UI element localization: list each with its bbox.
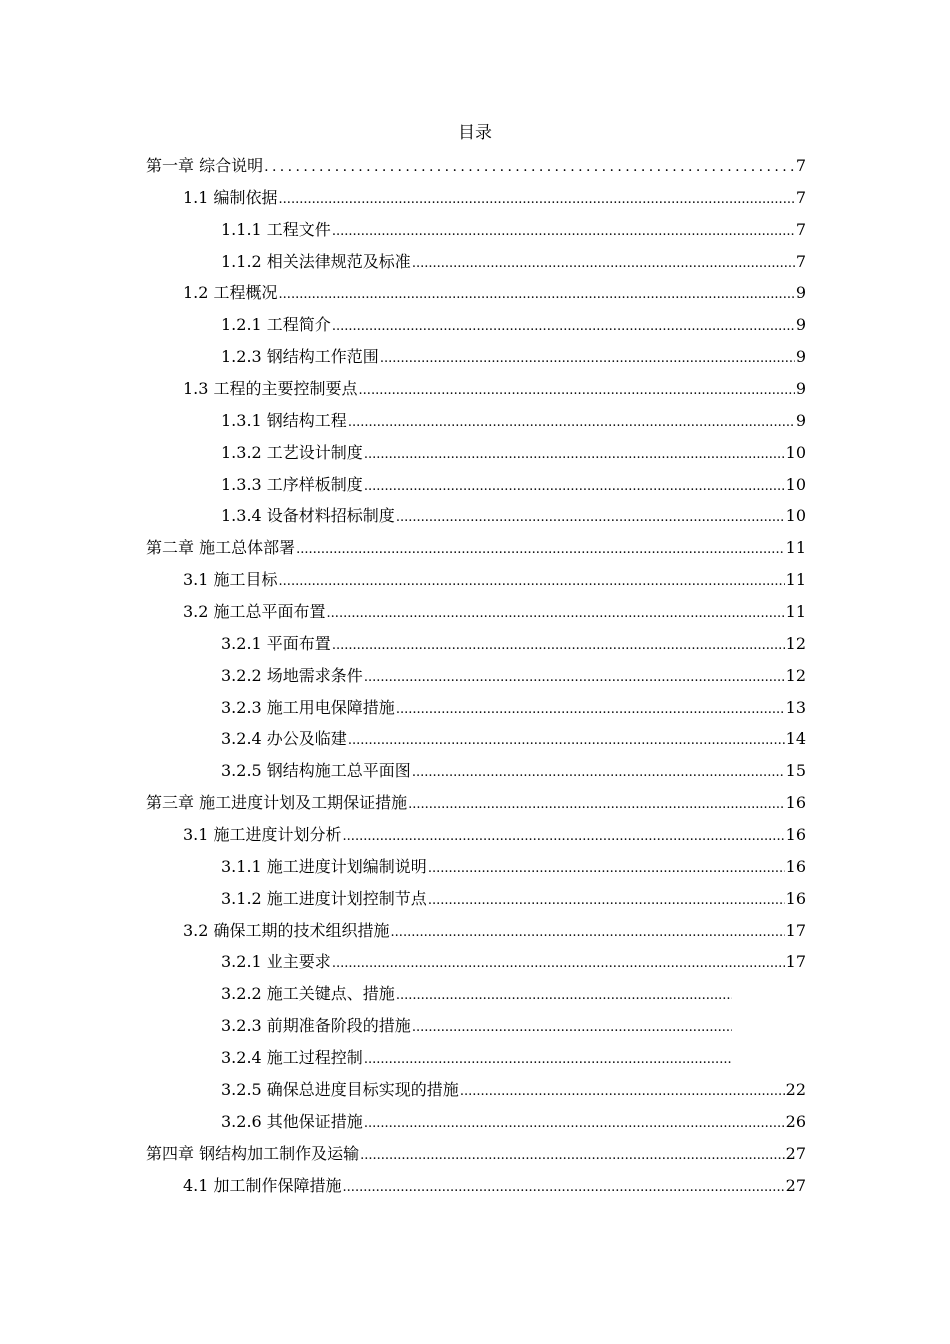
- toc-entry-title: 3.2.2 施工关键点、措施: [221, 984, 395, 1004]
- toc-entry-title: 3.2.5 钢结构施工总平面图: [221, 761, 411, 781]
- toc-dot-leader: [408, 789, 785, 819]
- toc-entry[interactable]: [146, 309, 806, 341]
- toc-entry-title: 1.2.1 工程简介: [221, 315, 331, 335]
- toc-dot-leader: [343, 1172, 785, 1202]
- toc-entry-title: 1.3.1 钢结构工程: [221, 410, 347, 430]
- toc-entry-title: 3.2.5 确保总进度目标实现的措施: [221, 1079, 459, 1099]
- toc-dot-leader: [360, 1140, 785, 1170]
- toc-dot-leader: [396, 980, 732, 1010]
- toc-entry-title: 3.2.1 平面布置: [221, 633, 331, 653]
- toc-dot-leader: [348, 407, 795, 437]
- toc-page-number: 16: [785, 856, 806, 876]
- toc-entry[interactable]: [146, 978, 806, 1010]
- toc-entry[interactable]: [146, 1074, 806, 1106]
- toc-dot-leader: [364, 471, 785, 501]
- toc-entry-title: 第一章 综合说明: [146, 156, 264, 175]
- toc-dot-leader: [396, 694, 785, 724]
- toc-entry[interactable]: [146, 755, 806, 787]
- toc-entry[interactable]: [146, 150, 806, 182]
- toc-entry[interactable]: [146, 532, 806, 564]
- toc-entry[interactable]: [146, 1106, 806, 1138]
- toc-entry[interactable]: [146, 564, 806, 596]
- toc-entry-title: 1.3.4 设备材料招标制度: [221, 506, 395, 526]
- toc-page-number: 11: [785, 570, 806, 590]
- toc-page-number: 13: [785, 697, 806, 717]
- toc-dot-leader: [391, 917, 785, 947]
- toc-dot-leader: [364, 439, 785, 469]
- toc-entry-title: 3.2.2 场地需求条件: [221, 665, 363, 685]
- toc-entry-title: 第二章 施工总体部署: [146, 538, 296, 558]
- toc-page-number: 12: [785, 665, 806, 685]
- toc-entry-title: 1.3 工程的主要控制要点: [183, 379, 358, 399]
- toc-dot-leader: [327, 598, 785, 628]
- toc-entry-title: 1.2.3 钢结构工作范围: [221, 347, 379, 367]
- toc-dot-leader: [296, 534, 785, 564]
- toc-page-number: 11: [785, 538, 806, 558]
- toc-dot-leader: [343, 821, 785, 851]
- toc-page-number: 26: [785, 1111, 806, 1131]
- toc-entry[interactable]: [146, 1170, 806, 1202]
- toc-entry[interactable]: [146, 946, 806, 978]
- toc-dot-leader: [332, 311, 795, 341]
- toc-entry[interactable]: [146, 246, 806, 278]
- toc-page-number: 17: [785, 952, 806, 972]
- toc-dot-leader: [332, 948, 785, 978]
- toc-entry[interactable]: [146, 883, 806, 915]
- toc-dot-leader: [332, 630, 785, 660]
- toc-entry[interactable]: [146, 469, 806, 501]
- toc-entry[interactable]: [146, 214, 806, 246]
- toc-entry-title: 3.2.3 前期准备阶段的措施: [221, 1016, 411, 1036]
- toc-title: 目录: [458, 123, 492, 143]
- toc-dot-leader: [348, 725, 785, 755]
- toc-entry-title: 3.2.6 其他保证措施: [221, 1111, 363, 1131]
- toc-page-number: 16: [785, 793, 806, 813]
- toc-entry[interactable]: [146, 819, 806, 851]
- toc-entry[interactable]: [146, 692, 806, 724]
- toc-entry[interactable]: [146, 437, 806, 469]
- toc-entry[interactable]: [146, 1138, 806, 1170]
- toc-entry[interactable]: [146, 1042, 806, 1074]
- toc-entry-title: 3.1 施工进度计划分析: [183, 825, 342, 845]
- toc-entry-title: 第三章 施工进度计划及工期保证措施: [146, 793, 408, 813]
- toc-entry[interactable]: [146, 787, 806, 819]
- toc-entry[interactable]: [146, 915, 806, 947]
- toc-dot-leader: [359, 375, 795, 405]
- toc-entry[interactable]: [146, 851, 806, 883]
- toc-page-number: 7: [795, 251, 806, 271]
- toc-entry[interactable]: [146, 373, 806, 405]
- toc-dot-leader: [332, 216, 795, 246]
- table-of-contents: [146, 150, 806, 1201]
- toc-page-number: 14: [785, 729, 806, 749]
- toc-page-number: 9: [795, 315, 806, 335]
- toc-page-number: 10: [785, 442, 806, 462]
- toc-entry[interactable]: [146, 628, 806, 660]
- toc-entry[interactable]: [146, 277, 806, 309]
- toc-page-number: 16: [785, 888, 806, 908]
- toc-page-number: 7: [795, 219, 806, 239]
- toc-page-number: 7: [795, 156, 806, 175]
- toc-dot-leader: [428, 885, 785, 915]
- toc-entry-title: 1.1.2 相关法律规范及标准: [221, 251, 411, 271]
- toc-page-number: 10: [785, 506, 806, 526]
- toc-entry[interactable]: [146, 500, 806, 532]
- toc-page-number: 9: [795, 347, 806, 367]
- toc-entry-title: 4.1 加工制作保障措施: [183, 1175, 342, 1195]
- toc-entry-title: 3.1 施工目标: [183, 570, 278, 590]
- toc-page-number: 12: [785, 633, 806, 653]
- toc-page-number: 9: [795, 410, 806, 430]
- toc-entry-title: 第四章 钢结构加工制作及运输: [146, 1143, 360, 1163]
- toc-entry-title: 3.2.3 施工用电保障措施: [221, 697, 395, 717]
- toc-dot-leader: [264, 152, 795, 182]
- toc-entry-title: 1.1 编制依据: [183, 187, 278, 207]
- toc-entry-title: 1.2 工程概况: [183, 283, 278, 303]
- toc-dot-leader: [460, 1076, 785, 1106]
- toc-page-number: 27: [785, 1175, 806, 1195]
- toc-dot-leader: [380, 343, 795, 373]
- toc-page-number: 27: [785, 1143, 806, 1163]
- toc-entry-title: 1.1.1 工程文件: [221, 219, 331, 239]
- toc-page-number: 15: [785, 761, 806, 781]
- toc-dot-leader: [412, 248, 795, 278]
- toc-dot-leader: [279, 279, 795, 309]
- toc-page-number: 16: [785, 825, 806, 845]
- toc-page-number: 9: [795, 283, 806, 303]
- toc-entry-title: 1.3.2 工艺设计制度: [221, 442, 363, 462]
- toc-dot-leader: [364, 1108, 785, 1138]
- toc-entry[interactable]: [146, 182, 806, 214]
- toc-entry-title: 3.2.1 业主要求: [221, 952, 331, 972]
- toc-entry[interactable]: [146, 405, 806, 437]
- toc-dot-leader: [364, 662, 785, 692]
- toc-entry[interactable]: [146, 341, 806, 373]
- toc-entry-title: 3.1.1 施工进度计划编制说明: [221, 856, 427, 876]
- toc-page-number: 7: [795, 187, 806, 207]
- toc-dot-leader: [364, 1044, 732, 1074]
- toc-entry-title: 3.2 施工总平面布置: [183, 602, 326, 622]
- toc-entry[interactable]: [146, 660, 806, 692]
- toc-page-number: 22: [785, 1079, 806, 1099]
- toc-page-number: 17: [785, 920, 806, 940]
- toc-entry-title: 1.3.3 工序样板制度: [221, 474, 363, 494]
- toc-page-number: 11: [785, 602, 806, 622]
- toc-entry[interactable]: [146, 1010, 806, 1042]
- toc-dot-leader: [412, 1012, 732, 1042]
- toc-dot-leader: [428, 853, 785, 883]
- toc-dot-leader: [412, 757, 785, 787]
- toc-entry-title: 3.2.4 施工过程控制: [221, 1048, 363, 1068]
- toc-page-number: 9: [795, 379, 806, 399]
- toc-dot-leader: [279, 566, 785, 596]
- toc-dot-leader: [396, 502, 785, 532]
- toc-entry-title: 3.1.2 施工进度计划控制节点: [221, 888, 427, 908]
- toc-page-number: 10: [785, 474, 806, 494]
- toc-entry-title: 3.2.4 办公及临建: [221, 729, 347, 749]
- toc-entry[interactable]: [146, 723, 806, 755]
- toc-entry-title: 3.2 确保工期的技术组织措施: [183, 920, 390, 940]
- toc-dot-leader: [279, 184, 795, 214]
- toc-entry[interactable]: [146, 596, 806, 628]
